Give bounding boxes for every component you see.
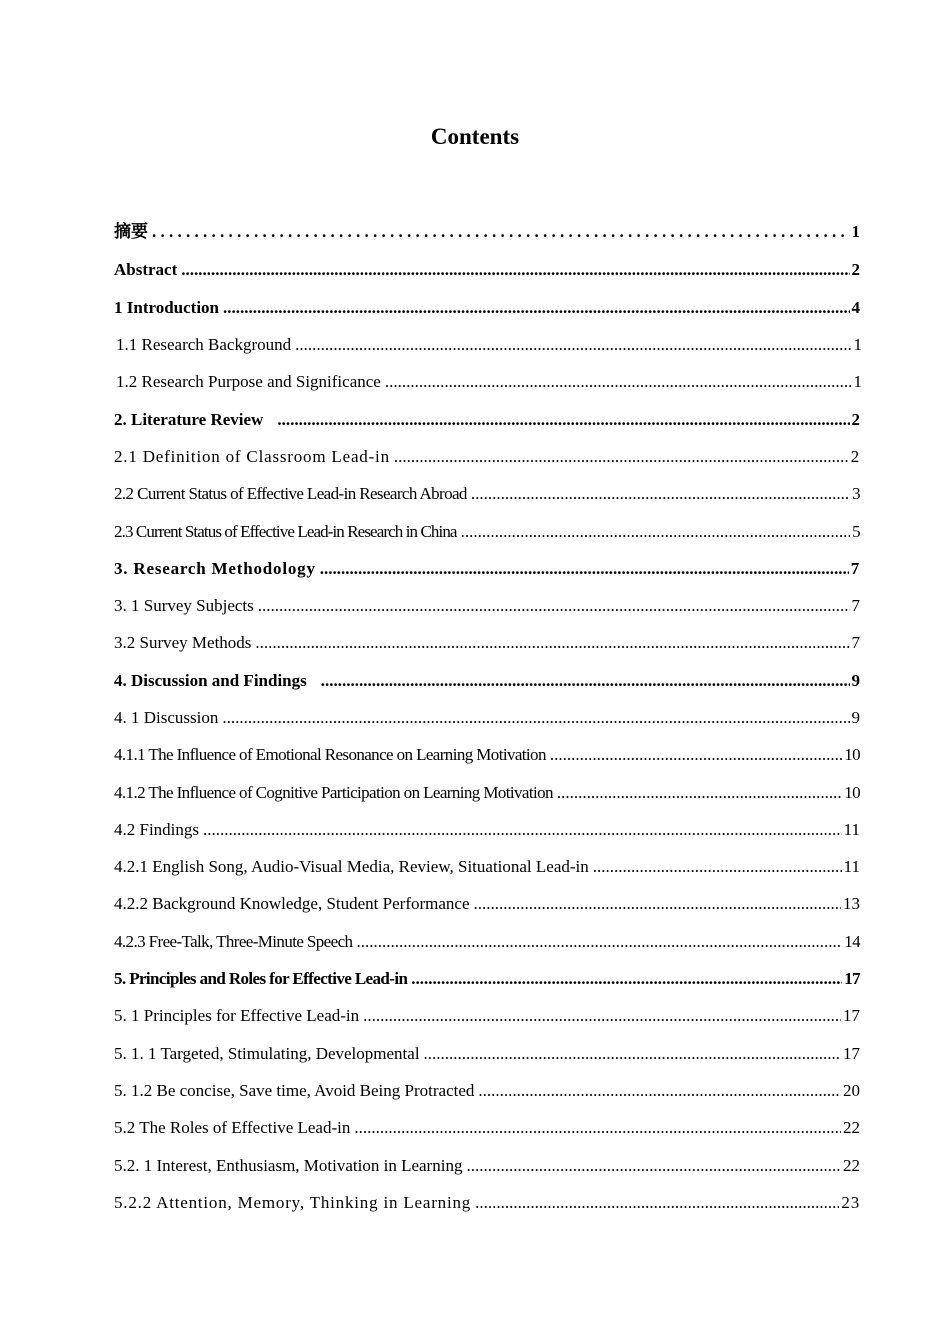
dot-leader xyxy=(255,633,849,653)
dot-leader xyxy=(471,484,850,504)
toc-entry-label: 1.1 Research Background xyxy=(116,335,292,354)
toc-entry[interactable] xyxy=(114,1187,860,1213)
dot-leader xyxy=(478,1081,841,1101)
toc-entry-page: 5 xyxy=(852,522,860,541)
toc-entry[interactable] xyxy=(114,777,860,803)
dot-leader xyxy=(320,559,849,579)
toc-entry-label: 5. 1.2 Be concise, Save time, Avoid Being Protracted xyxy=(114,1081,475,1100)
toc-entry-page: 2 xyxy=(851,410,860,429)
dot-leader xyxy=(550,745,842,765)
toc-entry-label: 3.2 Survey Methods xyxy=(114,633,252,652)
toc-entry[interactable] xyxy=(114,1038,860,1064)
page-title: Contents xyxy=(430,124,520,149)
toc-entry[interactable] xyxy=(114,739,860,765)
toc-entry-label: 4.1.2 The Influence of Cognitive Participation on Learning Motivation xyxy=(114,783,553,802)
toc-entry-label: 3. Research Methodology xyxy=(114,559,316,578)
toc-entry-page: 10 xyxy=(844,745,860,764)
toc-entry-label: 2. Literature Review xyxy=(114,410,264,429)
toc-entry[interactable] xyxy=(114,216,860,242)
toc-entry[interactable] xyxy=(114,478,860,504)
toc-entry-label: 5.2. 1 Interest, Enthusiasm, Motivation in Learning xyxy=(114,1156,463,1175)
toc-entry-page: 22 xyxy=(843,1156,860,1175)
toc-entry-page: 17 xyxy=(843,1044,860,1063)
dot-leader xyxy=(321,671,850,691)
dot-leader xyxy=(475,1193,839,1213)
dot-leader xyxy=(424,1044,841,1064)
toc-entry-page: 2 xyxy=(850,447,860,466)
toc-entry-label: 5. 1 Principles for Effective Lead-in xyxy=(114,1006,360,1025)
toc-entry-label: 4.1.1 The Influence of Emotional Resonance on Learning Motivation xyxy=(114,745,546,764)
toc-entry-page: 9 xyxy=(851,708,860,727)
toc-entry-page: 1 xyxy=(853,335,862,354)
toc-entry[interactable] xyxy=(114,516,860,542)
toc-entry-page: 7 xyxy=(851,596,860,615)
toc-entry-page: 20 xyxy=(843,1081,860,1100)
toc-entry-page: 1 xyxy=(853,372,862,391)
toc-entry[interactable] xyxy=(114,814,860,840)
toc-entry[interactable] xyxy=(114,254,860,280)
dot-leader xyxy=(222,708,849,728)
toc-entry[interactable] xyxy=(114,665,860,691)
toc-entry[interactable] xyxy=(114,888,860,914)
toc-entry-label: 5. Principles and Roles for Effective Lead-in xyxy=(114,969,408,988)
toc-entry-page: 9 xyxy=(851,671,860,690)
toc-entry[interactable] xyxy=(114,590,860,616)
toc-entry-label: 4.2.3 Free-Talk, Three-Minute Speech xyxy=(114,932,353,951)
toc-entry-page: 14 xyxy=(844,932,860,951)
toc-entry-label: 4. 1 Discussion xyxy=(114,708,219,727)
toc-entry-page: 13 xyxy=(843,894,860,913)
dot-leader xyxy=(203,820,842,840)
toc-entry-label: 摘要 xyxy=(114,222,148,241)
toc-entry[interactable] xyxy=(114,963,860,989)
dot-leader xyxy=(411,969,842,989)
toc-entry-label: 4.2 Findings xyxy=(114,820,200,839)
toc-entry-page: 17 xyxy=(843,1006,860,1025)
toc-entry-page: 7 xyxy=(850,559,860,578)
toc-entry-label: 5.2 The Roles of Effective Lead-in xyxy=(114,1118,351,1137)
toc-entry[interactable] xyxy=(114,702,860,728)
dot-leader xyxy=(474,894,842,914)
toc-entry-page: 17 xyxy=(844,969,860,988)
toc-entry-page: 11 xyxy=(843,857,860,876)
toc-entry[interactable] xyxy=(114,627,860,653)
toc-entry[interactable] xyxy=(114,441,860,467)
toc-entry-page: 4 xyxy=(851,298,860,317)
toc-entry[interactable] xyxy=(114,1150,860,1176)
dot-leader xyxy=(152,222,850,242)
dot-leader xyxy=(394,447,849,467)
toc-entry[interactable] xyxy=(114,404,860,430)
dot-leader xyxy=(461,522,851,542)
dot-leader xyxy=(363,1006,841,1026)
toc-entry[interactable] xyxy=(114,553,860,579)
toc-entry[interactable] xyxy=(114,851,860,877)
toc-entry-label: 2.2 Current Status of Effective Lead-in Research Abroad xyxy=(114,484,467,503)
toc-entry-label: 1 Introduction xyxy=(114,298,220,317)
toc-entry-label: 4. Discussion and Findings xyxy=(114,671,307,690)
toc-entry[interactable] xyxy=(114,1112,860,1138)
dot-leader xyxy=(258,596,850,616)
toc-entry-page: 7 xyxy=(851,633,860,652)
toc-entry-label: Abstract xyxy=(114,260,178,279)
toc-entry[interactable] xyxy=(114,329,862,355)
toc-entry[interactable] xyxy=(114,926,860,952)
toc-entry-label: 4.2.1 English Song, Audio-Visual Media, Review, Situational Lead-in xyxy=(114,857,589,876)
toc-entry-page: 3 xyxy=(852,484,860,503)
dot-leader xyxy=(277,410,849,430)
toc-entry-label: 2.3 Current Status of Effective Lead-in Research in China xyxy=(114,522,457,541)
dot-leader xyxy=(354,1118,841,1138)
dot-leader xyxy=(385,372,852,392)
toc-entry-page: 11 xyxy=(843,820,860,839)
toc-entry-page: 1 xyxy=(851,222,860,241)
dot-leader xyxy=(356,932,842,952)
dot-leader xyxy=(593,857,842,877)
toc-entry-label: 3. 1 Survey Subjects xyxy=(114,596,254,615)
dot-leader xyxy=(223,298,849,318)
toc-entry[interactable] xyxy=(114,1075,860,1101)
toc-entry-label: 4.2.2 Background Knowledge, Student Performance xyxy=(114,894,470,913)
toc-entry-label: 5.2.2 Attention, Memory, Thinking in Learning xyxy=(114,1193,472,1212)
toc-entry-page: 22 xyxy=(843,1118,860,1137)
dot-leader xyxy=(557,783,842,803)
dot-leader xyxy=(295,335,851,355)
dot-leader xyxy=(466,1156,841,1176)
toc-entry[interactable] xyxy=(114,366,862,392)
toc-entry[interactable] xyxy=(114,292,860,318)
toc-entry-label: 5. 1. 1 Targeted, Stimulating, Developmental xyxy=(114,1044,420,1063)
toc-entry-label: 2.1 Definition of Classroom Lead-in xyxy=(114,447,390,466)
toc-entry-page: 23 xyxy=(841,1193,860,1212)
dot-leader xyxy=(181,260,849,280)
toc-entry[interactable] xyxy=(114,1000,860,1026)
toc-entry-page: 10 xyxy=(844,783,860,802)
toc-entry-label: 1.2 Research Purpose and Significance xyxy=(116,372,381,391)
toc-entry-page: 2 xyxy=(851,260,860,279)
